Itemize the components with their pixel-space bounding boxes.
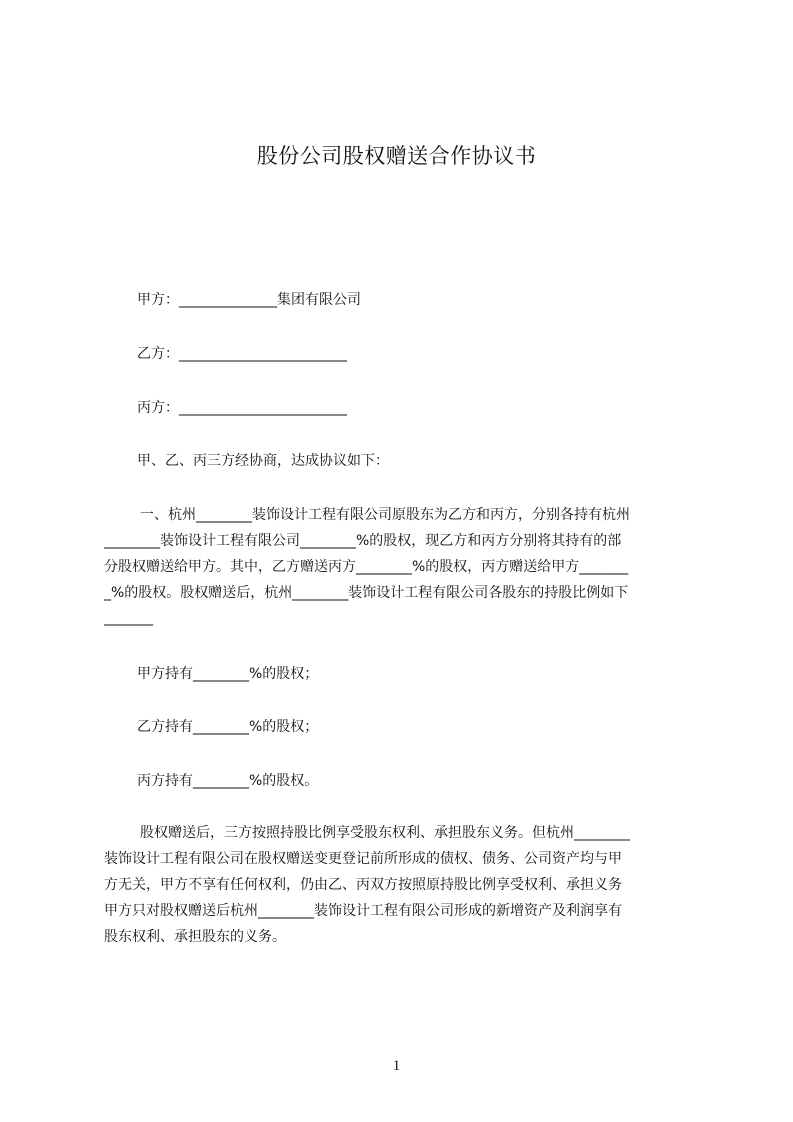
- clause-2-line: 装饰设计工程有限公司在股权赠送变更登记前所形成的债权、债务、公司资产均与甲: [104, 851, 622, 867]
- clause-2-line: 股东权利、承担股东的义务。: [104, 929, 286, 945]
- clause-2-line: 股权赠送后，三方按照持股比例享受股东权利、承担股东义务。但杭州________: [140, 825, 630, 841]
- clause-1-line: ________装饰设计工程有限公司________%的股权，现乙方和丙方分别将其持有的部: [104, 533, 622, 549]
- clause-1-line: 一、杭州________装饰设计工程有限公司原股东为乙方和丙方，分别各持有杭州: [140, 507, 630, 523]
- clause-2-line: 方无关，甲方不享有任何权利，仍由乙、丙双方按照原持股比例享受权利、承担义务: [104, 877, 622, 893]
- clause-1-line: 分股权赠送给甲方。其中，乙方赠送丙方________%的股权，丙方赠送给甲方_______: [104, 559, 629, 575]
- clause-1-line: _______: [104, 610, 153, 626]
- party-a-line: 甲方：______________集团有限公司: [137, 292, 361, 308]
- holding-party-c: 丙方持有________%的股权。: [137, 773, 319, 789]
- holding-party-b: 乙方持有________%的股权；: [137, 719, 319, 735]
- page-number: 1: [392, 1058, 401, 1074]
- party-b-line: 乙方：________________________: [137, 346, 347, 362]
- document-title: 股份公司股权赠送合作协议书: [256, 144, 537, 168]
- clause-2-line: 甲方只对股权赠送后杭州________装饰设计工程有限公司形成的新增资产及利润享有: [104, 903, 622, 919]
- clause-1-line: _%的股权。股权赠送后，杭州________装饰设计工程有限公司各股东的持股比例如下: [104, 585, 629, 601]
- intro-line: 甲、乙、丙三方经协商，达成协议如下：: [137, 453, 389, 469]
- holding-party-a: 甲方持有________%的股权；: [137, 666, 319, 682]
- party-c-line: 丙方：________________________: [137, 400, 347, 416]
